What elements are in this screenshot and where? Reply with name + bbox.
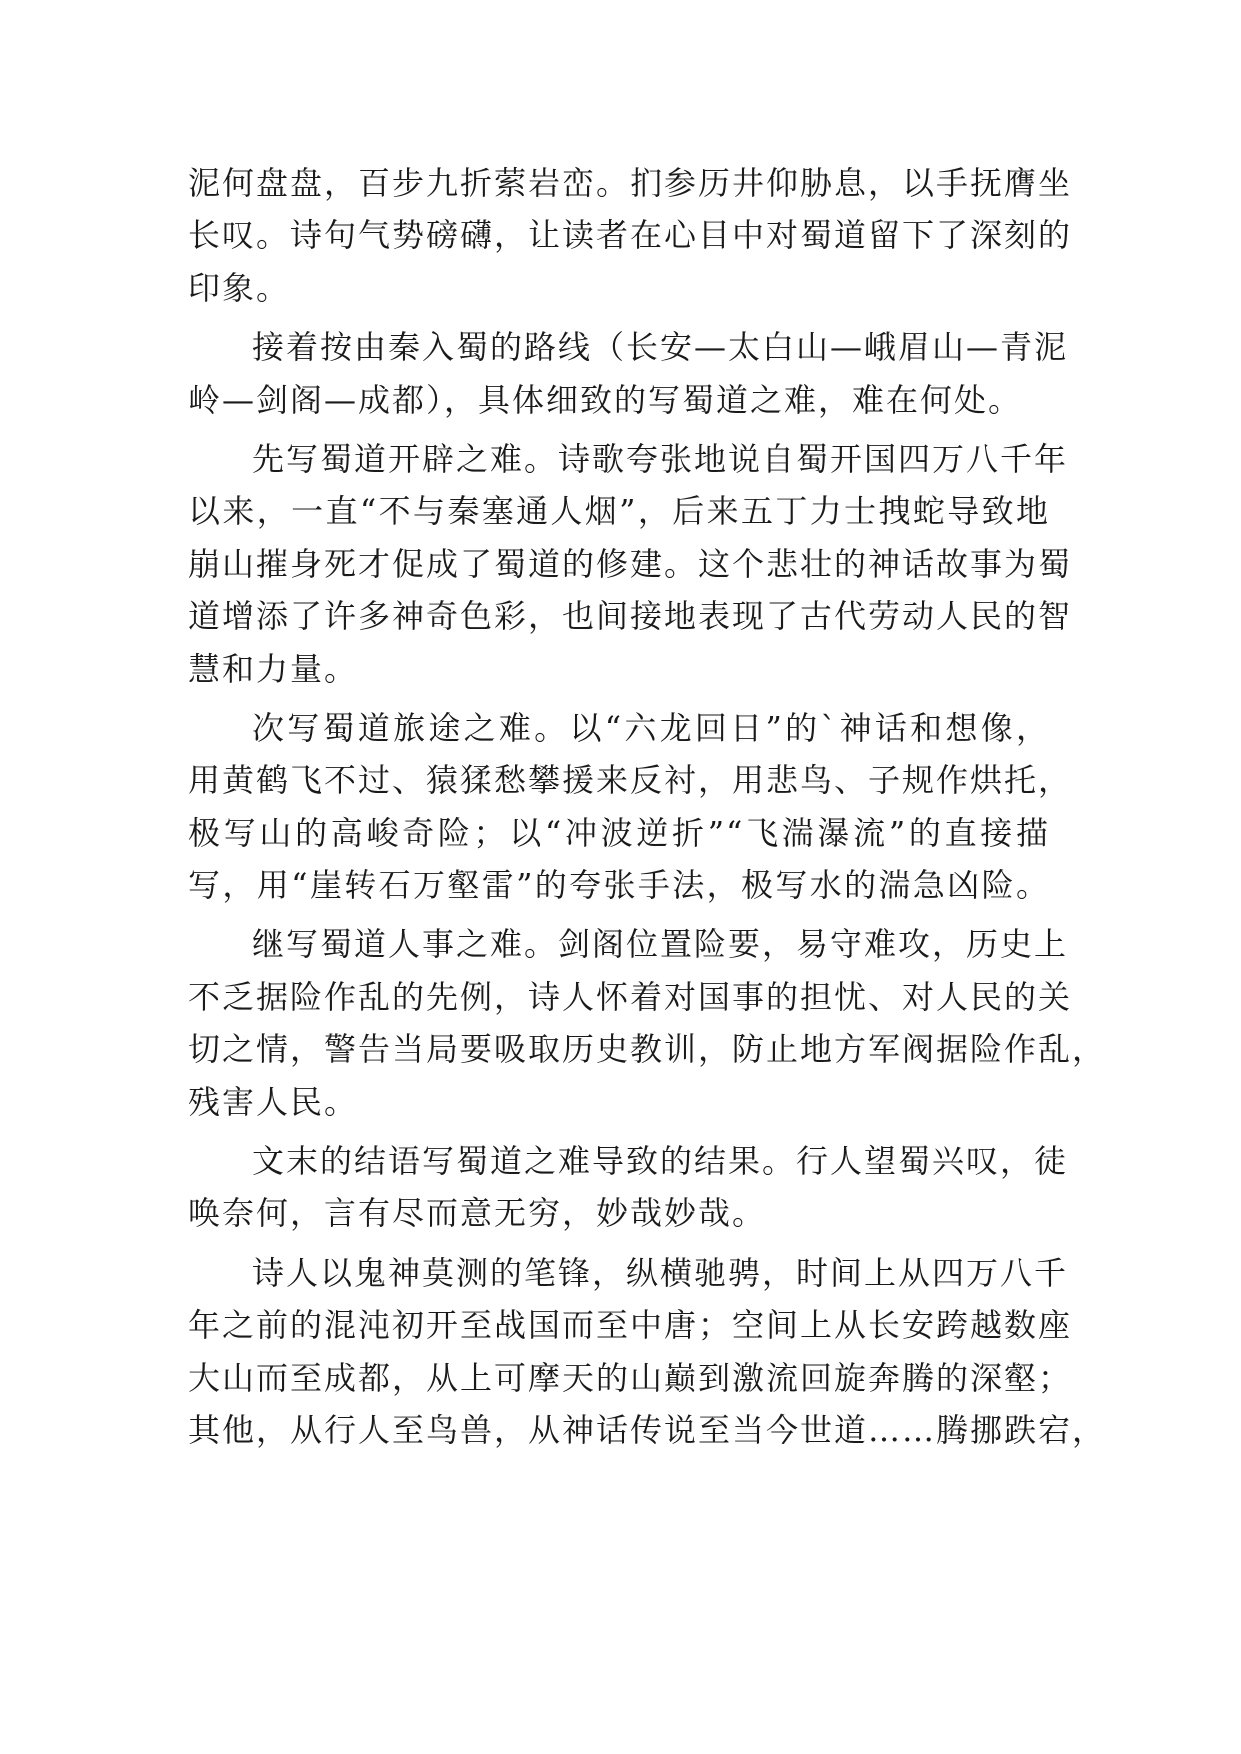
text-line: 岭—剑阁—成都），具体细致的写蜀道之难，难在何处。	[188, 380, 1023, 419]
text-line: 接着按由秦入蜀的路线（长安—太白山—峨眉山—青泥	[252, 328, 1069, 367]
text-line: 以来，一直“不与秦塞通人烟”，后来五丁力士拽蛇导致地	[188, 492, 1050, 531]
paragraph-gap	[188, 1240, 1050, 1247]
text-line: 慧和力量。	[188, 649, 359, 688]
text-line: 残害人民。	[188, 1082, 359, 1121]
text-line: 切之情，警告当局要吸取历史教训，防止地方军阀据险作乱，	[188, 1030, 1107, 1069]
text-line: 文末的结语写蜀道之难导致的结果。行人望蜀兴叹，徒	[252, 1142, 1069, 1181]
text-line: 次写蜀道旅途之难。以“六龙回日”的`神话和想像，	[252, 708, 1050, 747]
text-line: 用黄鹤飞不过、猿猱愁攀援来反衬，用悲鸟、子规作烘托，	[188, 761, 1073, 800]
paragraph-gap	[188, 314, 1050, 321]
text-line: 唤奈何，言有尽而意无穷，妙哉妙哉。	[188, 1194, 767, 1233]
paragraph-gap	[188, 695, 1050, 702]
document-body	[188, 157, 1107, 1456]
text-line: 印象。	[188, 268, 291, 307]
text-line: 年之前的混沌初开至战国而至中唐；空间上从长安跨越数座	[188, 1306, 1073, 1345]
text-line: 先写蜀道开辟之难。诗歌夸张地说自蜀开国四万八千年	[252, 439, 1069, 478]
text-line: 长叹。诗句气势磅礴，让读者在心目中对蜀道留下了深刻的	[188, 216, 1073, 255]
text-line: 继写蜀道人事之难。剑阁位置险要，易守难攻，历史上	[252, 925, 1069, 964]
text-line: 泥何盘盘，百步九折萦岩峦。扪参历井仰胁息，以手抚膺坐	[188, 164, 1073, 202]
paragraph-gap	[188, 426, 1050, 433]
text-line: 极写山的高峻奇险；以“冲波逆折”“飞湍瀑流”的直接描	[188, 813, 1050, 852]
text-line: 道增添了许多神奇色彩，也间接地表现了古代劳动人民的智	[188, 597, 1073, 636]
text-line: 其他，从行人至鸟兽，从神话传说至当今世道……腾挪跌宕，	[188, 1410, 1107, 1449]
text-line: 崩山摧身死才促成了蜀道的修建。这个悲壮的神话故事为蜀	[188, 544, 1073, 583]
paragraph-gap	[188, 1128, 1050, 1135]
text-line: 大山而至成都，从上可摩天的山巅到激流回旋奔腾的深壑；	[188, 1358, 1073, 1397]
text-line: 写，用“崖转石万壑雷”的夸张手法，极写水的湍急凶险。	[188, 866, 1050, 905]
paragraph-gap	[188, 911, 1050, 918]
text-line: 不乏据险作乱的先例，诗人怀着对国事的担忧、对人民的关	[188, 977, 1073, 1016]
text-line: 诗人以鬼神莫测的笔锋，纵横驰骋，时间上从四万八千	[252, 1253, 1069, 1292]
